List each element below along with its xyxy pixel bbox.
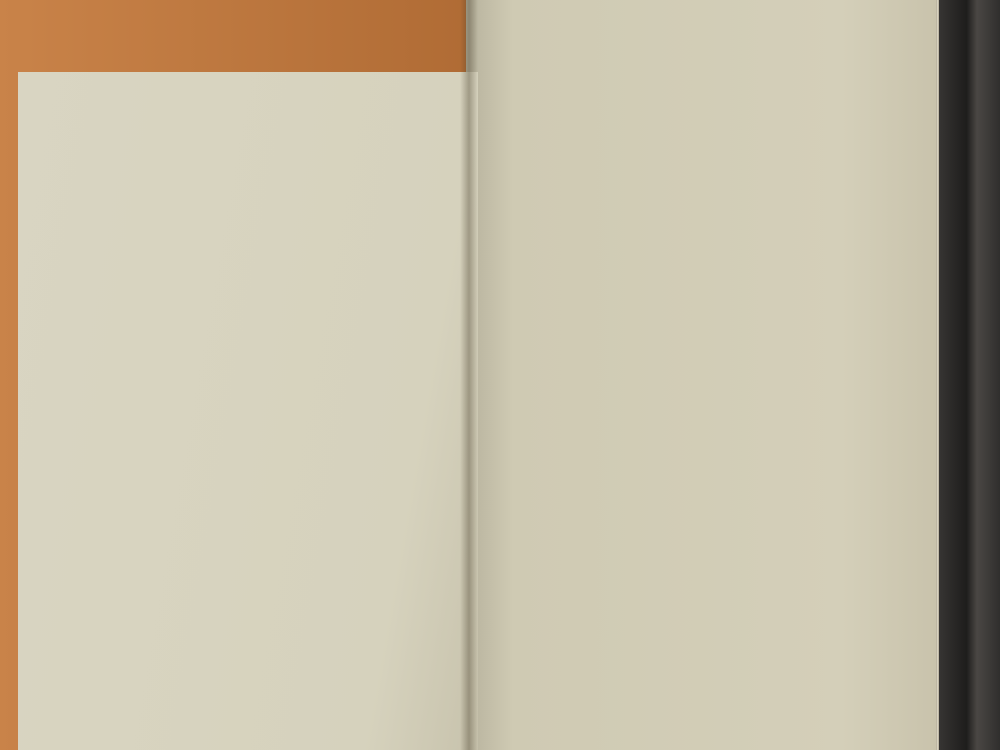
right-page [466,0,936,750]
part-heading [52,93,432,95]
book-gutter [460,0,478,750]
book-cover [935,0,1000,750]
left-page [18,72,478,750]
